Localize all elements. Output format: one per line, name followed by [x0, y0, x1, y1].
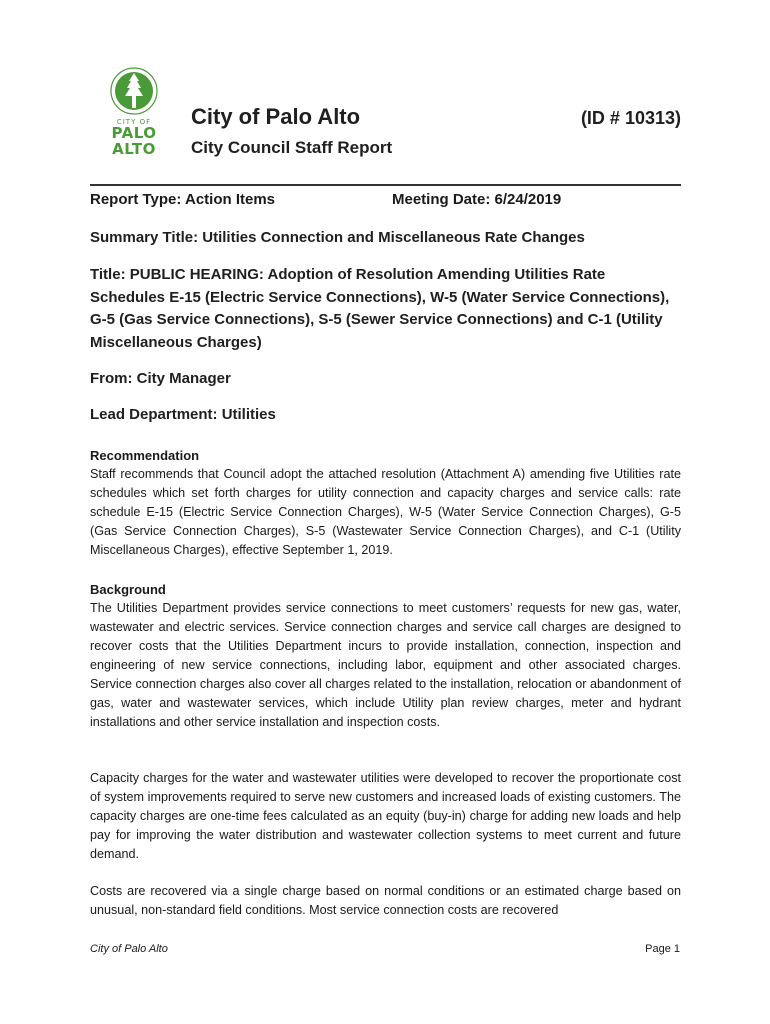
background-paragraph-3: Costs are recovered via a single charge based on normal conditions or an estimated charge based on unusual, non-standard field conditions. Most service connection costs are recovered — [90, 884, 681, 917]
summary-title: Summary Title: Utilities Connection and Miscellaneous Rate Changes — [90, 229, 585, 246]
recommendation-text: Staff recommends that Council adopt the attached resolution (Attachment A) amending five Utilities rate schedules which set forth charges for utility connection and capacity charges and service calls: rate schedule E-15 (Electric Service Connection Charges), W-5 (Water Service Connection Charges), G-5 (Gas Service Connection Charges), S-5 (Wastewater Service Connection Charges), and C-1 (Utility Miscellaneous Charges), effective September 1, 2019. — [90, 467, 681, 557]
background-paragraph-2: Capacity charges for the water and wastewater utilities were developed to recover the proportionate cost of system improvements required to serve new customers and increased loads of existing customers. The capacity charges are one-time fees calculated as an equity (buy-in) charge for adding new loads and help pay for improving the water distribution and wastewater collection systems to meet current and future demand. — [90, 771, 681, 861]
report-subtitle: City Council Staff Report — [191, 138, 393, 157]
logo-city-of-text: CITY OF — [116, 118, 152, 126]
logo-palo-text: PALO — [111, 124, 157, 142]
background-section — [90, 580, 681, 732]
logo-alto-text: ALTO — [112, 140, 156, 158]
from-line: From: City Manager — [90, 370, 231, 387]
recommendation-section — [90, 446, 681, 560]
city-logo — [106, 66, 162, 160]
recommendation-heading: Recommendation — [90, 448, 200, 463]
background-heading: Background — [90, 582, 166, 597]
full-title: Title: PUBLIC HEARING: Adoption of Resolution Amending Utilities Rate Schedules E-15 (Electric Service Connections), W-5 (Water Service Connections), G-5 (Gas Service Connections), S-5 (Sewer Service Connections) and C-1 (Utility Miscellaneous Charges) — [90, 266, 670, 351]
lead-department: Lead Department: Utilities — [90, 406, 276, 423]
meeting-date: Meeting Date: 6/24/2019 — [392, 191, 562, 208]
report-type: Report Type: Action Items — [90, 191, 276, 208]
background-paragraph-1: The Utilities Department provides service connections to meet customers’ requests for new gas, water, wastewater and electric services. Service connection charges and service call charges are designed to recover costs that the Utilities Department incurs to provide installation, connection, inspection and engineering of new service connections, including labor, equipment and other associated charges. Service connection charges also cover all charges related to the installation, relocation or abandonment of gas, water and wastewater services, which include Utility plan review charges, meter and hydrant installations and other service installation and inspection costs. — [90, 601, 681, 729]
page-title: City of Palo Alto — [191, 104, 361, 129]
footer-city: City of Palo Alto — [90, 943, 168, 955]
report-id: (ID # 10313) — [580, 108, 681, 128]
footer-page-number: Page 1 — [645, 943, 680, 955]
header-divider — [90, 184, 681, 186]
tree-icon — [106, 66, 162, 116]
